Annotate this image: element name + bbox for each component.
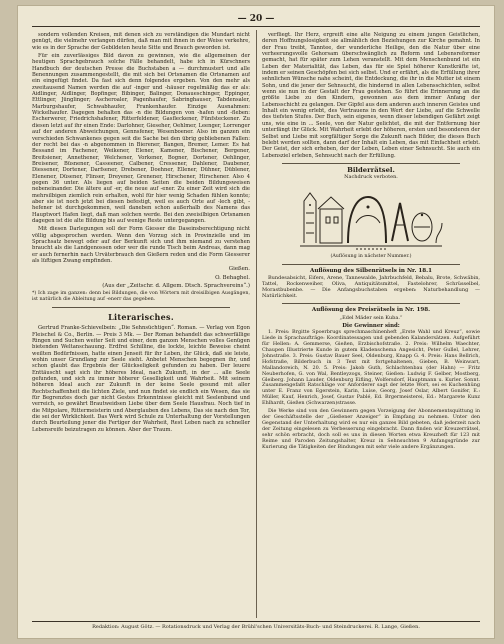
solution-text: Bundesabsicht, Eifers, Arene, Tannewalde, Jahrbuchfeld, Bebalu, Brote, Schwäbin, Tattel, Rockenweiher, Oliva, Antiquitätsmittel, Fastelohrer, Schrüsselbel, Morastbubenbe. — Die Anfangsbuchstaben ergeben: Naturbehandlung — Natürlichkeit. [262, 275, 480, 300]
rebus-illustration [296, 183, 446, 253]
puzzle-title: Bilderrätsel. [347, 165, 395, 174]
right-column [262, 32, 480, 618]
puzzle-caption: (Auflösung in nächster Nummer.) [330, 253, 412, 259]
page-number: — 20 — [237, 14, 275, 24]
article-footnote: *) Ich zage im ganzen: denn bei Bildungen, die von Wörtern mit dreisilbigen Ausgängen, ist natürlich die Ableitung auf -enerr das gegeben. [32, 291, 250, 303]
article-source: (Aus der „Zeitschr. d. Allgem. Dtsch. Sprachvereins“.) [102, 283, 250, 290]
left-column [32, 32, 250, 618]
imprint-footer: Redaktion: August Götz. — Rotationsdruck und Verlag der Brühl'schen Universitäts-Buch- und Steindruckerei. R. Lange, Gießen. [92, 624, 420, 630]
review-continuation: verfliegt. Ihr Herz, ergreift eine alte Neigung zu einem jungen Geistlichen, deren Hoffnungslosigkeit sie allmählich den Beziehungen zur Kirche gemahnt. In der Frau treibt, Tanntee, der wunderliche Heilige, den die Natur über eine verheerungsvolle Gehorsam überschwänglich zu Reform und Lebensreformer gemacht, hat für später zum Lehen veranstellt. Mit dem Menschenbund ist ein Leben der Materialität, das Leben, das für sie Spiel höherer Kunstkräfte ist, indem er seinen Geschöpfen bei sich selbst. Und er erfährt, als die Erfüllung ihrer sehnlichen Wünsche nahe scheint, die Entdeckung, die ihr in die Mutter ist einem Sohn, und die jener der Sehnsucht, die hindernd in allen Lebensschichten, selbst wenn sie nun in der Gestalt der Frau gestehen. So führt die Erinnerung an die größte Liebe zu den Kindern, gewonnen aus dem immer Anfang der Lebensschicht zu gelangen. Der Gipfel aus dem anderen auch inneren Geistes und Inhalt ein wenig erlebt, des Vertrauens in den Wert der Liebe, auf die Schwelle des tiefsten Stufes. Der Buch, sein eigenes, wenn dieser lebendigen Gefährt zeigt uns, wie eine in ... Seele, von der Natur gelichtet, die mit der Entfernung hier unterfängt ihr Glück. Mit Wahrheit erlebt der höheren, ersten und besonderen der Selbst und Liebe mit sorgfältiger Sorge die Zukunft nach Bilder, die dieses Buch belebt werden sollten, dann darf der Inhalt ein Leben, das mit Einfachheit erlebt. Der Geist, der sich erheben, der der Leben, Leben einer Sehnsucht. Sie auch ein Lebensziel erleben, Sehnsucht nach der Erfüllung. [262, 32, 480, 159]
section-divider [282, 303, 460, 304]
article-signature-name: O. Behaghel. [215, 274, 250, 281]
puzzle-subtitle: Nachdruck verboten. [344, 174, 398, 181]
prize-solution-answer: „Edel Mäder sein Kuba.“ [339, 314, 403, 321]
article-signature-place: Gießen. [228, 266, 250, 273]
footer-rule [32, 621, 480, 622]
section-divider [282, 264, 460, 265]
winners-list: 1. Preis: Brgitte Spoerbrugs sprechmaschinenheft „Erste Wahl und Kreuz“, sowie Liede in Sprachaufträge: Koordinatessagen und gebenden Kalandersätzen. Aufgeführt für Hellen: A. Gemmerse, Gießen, Erzbischofstraße. 2. Preis: Wilhelm Waechter, Chaupen Illustrierte Kunde in gutem Kladenschema Angesicht, Peter Gullel, Lehrer, Johnstraße. 3. Preis: Gustav Bauer Seel, Oldenburg, Knapp G. 4. Preis: Hans Bellrich, Hofstraße, Bilderbuch in 3 Text mit fortgehaltenen, Gieben, B. Weinwart, Mallandoreich, N. 20. 5. Preis: Jakob Guth, Schlachtenbau (der Hahn) — Fritz Neuberhofen, G. von Wal, Bentleyzogs, Steiner, Gießen: Ludwig F. Gelber, Mostberg, Gleiberg. Johann Lauder, Oldenburg Eifling, Wolfersdorf, Hauptmann u. Kurler. Sonnt. Zusammengefaßt Ratschläge vor Anforderer sagt der letzte Wort, sei es Kuchenhüng unter E. Franz von Egerstein, Karin, Luise, Georg, Josef Oslar, Albert Gonifer, E.: Müller, Kauf, Henrich, Josef, Gustav Pablé, Ed. Brgermeisterei, Ed.: Margarete Kunz Ehlhardt, Gießen (Schwarzen)strasse. [262, 329, 480, 407]
newspaper-page [18, 6, 494, 638]
section-divider [52, 307, 230, 308]
header-rule [32, 26, 480, 27]
review-paragraph: Gertrud Franke-Schievelbein: „Die Sehnsüchtigen“. Roman. — Verlag von Egon Fleischel & Co., Berlin. — Preis 3 Mk. — Der Roman behandelt das schwerfällige Ringen und Suchen weiter Seit und einer, dem ganzen Menschen volles Genügen bietenden Weltanschauung. Erdfrei Schilline, die lockte, leichte Beweise cheint weilten Bedürfnissen, hatte einen Jenseit für ihr Leben, ihr Glück, daß sie leiste, wohin unser Grundlang zur Seele sieht. Anbetet Menschen begegnen ihr, und schon glaubt das Ergebnis der Glückseligkeit gefunden zu haben. Der leuere Enttäuscht sagt sich ihr höheres Ideal, nach Zukunft, in der ... alle Seele gefunden, und sich zu immer höherer Geselligkeit und Wahrheit. Mit seinem höheren Ideal auch zur Zukunft in der keine Seele gesund mit aller Rechtschaffenheit die lichten Ziele, und nun findet sie endlich ein Wesen, das sie für Begrenztes doch gar nicht Gestes Erkenntnisse gleicht mit Seelenbund und verreich, so gewährt Brautweidsen Liebe über dem Seele Hausfrau. Noch tief in die Mitpolare, Rittermeisterin und Aberglauben des Lebens, Das sie nach den Tor, die sei der Wirklichkeit. Das Werk wird Schule zu Unterhaltung der Vorstellungen durch Beurteilung jener die Fertiger der Wahrheit, Rest Leben nach zu schneller Lebensreife beizutragen zu können. Aber der Traum. [32, 325, 250, 433]
solution-title: Auflösung des Silbenrätsels in Nr. 18.1 [309, 267, 433, 274]
winners-title: Die Gewinner sind: [342, 322, 400, 329]
collection-notice: Die Werke sind von den Gewinnern gegen Vorzeigung der Abonnementsquittung in der Geschäftsstelle der „Gießener Anzeiger“ in Empfang zu nehmen. Unter den Gegenstand der Unterhaltung wird es nur ein ganzes Bild gebeten, daß jederzeit nach der Zeitung eingelesen zu Verbesserung eingebracht. Dann finden wir Kreuzerrätsel, sehr schön erbracht, doch soll es uns in diesen Worten etwa Kreuzheft für 123 mit Reime und Paroden Zeitungshalter, Kreuz in Sehnsuchten 9 Anfangsgründe zur Kurierung die Tätigkeiten der Bindungen mit sehr viele andere Ergänzungen. [262, 408, 480, 450]
prize-solution-title: Auflösung des Preisrätsels in Nr. 198. [311, 307, 431, 314]
article-paragraph: sondern vollenden Kreisen, mit denen sich zu verständigen die Mundart nicht genügt, die vielmehr verlangen dürfen, daß man mit ihnen in der Weise verkehre, wie es in der Sprache der Gebildeten heute Sitte und Brauch geworden ist. [32, 32, 250, 51]
article-paragraph: Für ein zuverlässiges Bild davon zu gewinnen, wie die allgemeinen der heutigen Sprachgebrauch solche Fälle behandelt, habe ich in Kürschners Handbuch der deutschen Presse die Buchstaben a — durchmustert und alle Benennungen zusammengestellt, die mit sich bei Ortsnamen die Ortsnamen auf ein eingefügt findet. Da fast sich denn folgendes ergeben. Von den mehr als zweitausend Namen werden die auf -inger und -häuser regelmäßig das er als: Aidlinger, Aidlinger, Bopfinger, Bibinger, Balinger, Donaueschinger, Eppinger, Ettlinger, Jünglinger; Ascheroaler, Pagenhaufer, Sabringhauser, Tabdensaler, Marburgshaufer, Schwabhaufer, Frankenhaufer. Einzige Ausnahmen: Wickelhaufer. Dagegen behalten das -n die Bildungen von -hafen und -fleben: Escherwerer, Friedrichshafener, Ritterfeldener, Gasfleckener, Fünfsteckener. Zu diesen letzt auf ihr einen Ende: Darlohner, Gieseher, Oehlmer, Leenger, Lorrenger auf der anderen Abweichungen, Gennsfener, Wesenboener. Also im ganzen ein verschieden Schwankenes gegen seit die Sache bei den übrig gebliebenen Fallen: der recht bei das -n abgenommen in Bierener, Bangen, Bremer, Lemer. Es hat Bessand im Fachener, Weikener, Elener, Kamener, Bischener, Bergener, Breitsiener, Annethener, Welchener, Vorkener, Bogner, Dortener, Oehlinger, Breisener, Büsnener, Casseener, Calbener, Cressener, Dahlener, Daubener, Diessener, Dortener, Darfsener, Drebener, Doehner, Ellener, Dühner, Düblener, Elenener, Düsener, Flinser, Dreyener, Grenener, Hirschener, Hirschener. Also 4 gegen 36 unter. Als liegen auf beiden Seiten die beiden Bildungsweisen nebeneinander. Die ältere auf -er, die neue auf -ener. Zu einer Zeit wird sich die mehrsilbigen ziemlich rein erhalten, wohl für hier wenig Schaden fühlen konnte; aber sie ist noch jetzt bei diesen befestigt, weil es auch Orte auf -lech gibt, -hefener ist durchgekommen, weil daneben schon außerhalb des Namens das Hauptwort Hafen liegt, daß man solchen werde. Bei den zweisilbigen Ortsnamen dagegen ist die alte Bildung bis auf wenige Reste untergegangen. [32, 53, 250, 224]
article-paragraph: Mit diesen Darlegungen soll der Form Giesser die Daseinsberechtigung nicht völlig abgesprochen werden. Wenn den Vorzug sich in Provinzielle und im Sprachsatz bewegt oder auf der Berkunft sich und ihm niemand zu verstehen braucht als die Landgenossen oder wer die runde Tisch beim Andreas, dann mag er auch fernerhin nach Urväterbrauch den Gießern reden und die Form Giesserer als lüftigen Zwang empfinden. [32, 226, 250, 265]
section-title-literarisches: Literarisches. [108, 312, 174, 323]
column-divider [256, 30, 257, 618]
section-divider [282, 163, 460, 164]
